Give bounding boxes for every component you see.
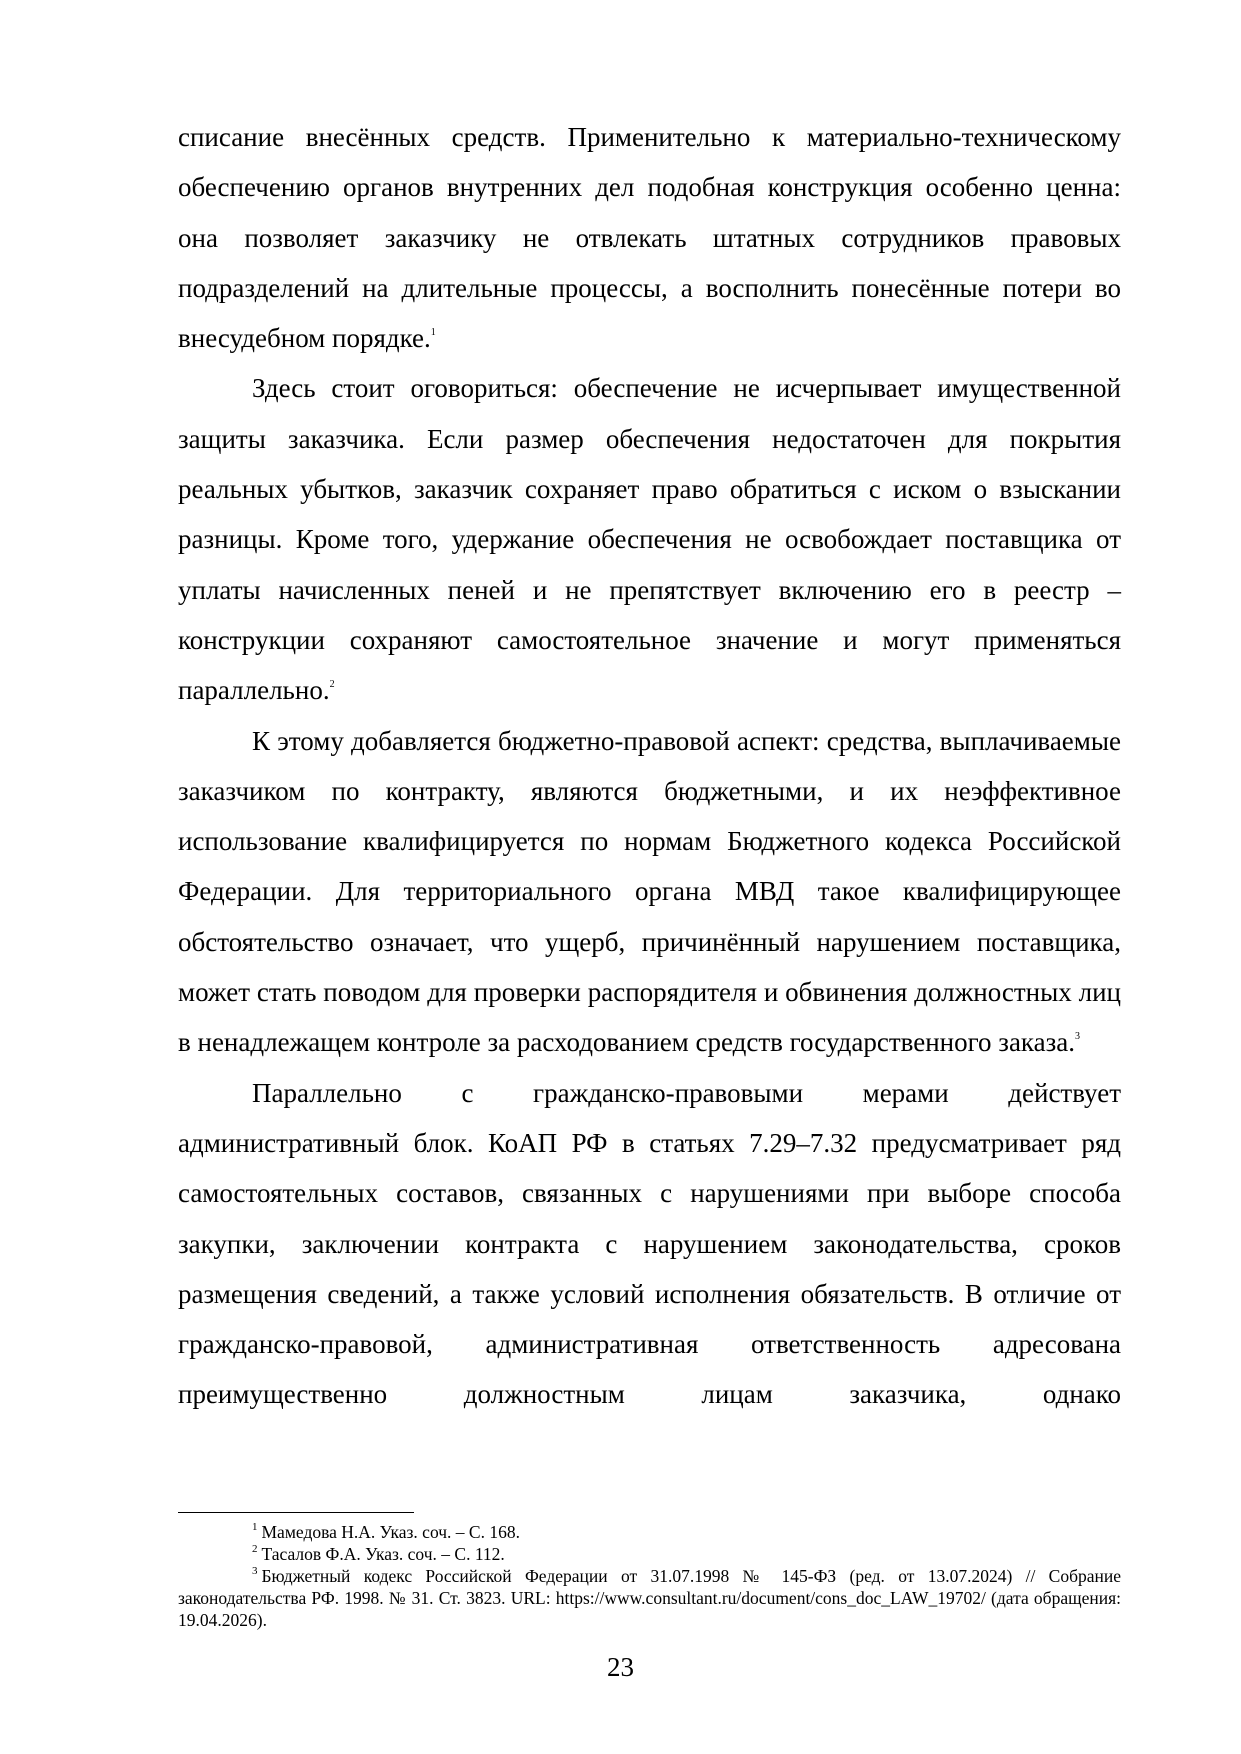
footnote-2-text: Тасалов Ф.А. Указ. соч. – С. 112. — [261, 1544, 505, 1564]
paragraph-2 — [178, 363, 1121, 715]
footnote-1-number: 1 — [252, 1521, 258, 1534]
body-text — [178, 112, 1121, 1420]
footnotes — [178, 1521, 1121, 1631]
footnote-ref-2[interactable]: 2 — [329, 679, 335, 691]
footnote-3-number: 3 — [252, 1565, 258, 1578]
footnote-separator — [178, 1512, 414, 1513]
paragraph-3 — [178, 716, 1121, 1068]
paragraph-2-text: Здесь стоит оговориться: обеспечение не исчерпывает имущественной защиты заказчика. Если размер обеспечения недостаточен для покрытия реальных убытков, заказчик сохраняет право обратиться с иском о взыскании разницы. Кроме того, удержание обеспечения не освобождает поставщика от уплаты начисленных пеней и не препятствует включению его в реестр – конструкции сохраняют самостоятельное значение и могут применяться параллельно. — [178, 373, 1121, 706]
paragraph-4 — [178, 1068, 1121, 1420]
footnote-3-text: Бюджетный кодекс Российской Федерации от 31.07.1998 № 145-ФЗ (ред. от 13.07.2024) // Собрание законодательства РФ. 1998. № 31. Ст. 3823. URL: https://www.consultant.ru/document/cons_doc_LAW_19702/ (дата обращения: 19.04.2026). — [178, 1566, 1121, 1630]
footnote-2 — [178, 1543, 1121, 1565]
footnote-2-number: 2 — [252, 1543, 258, 1556]
paragraph-1-text: списание внесённых средств. Применительно к материально-техническому обеспечению органов внутренних дел подобная конструкция особенно ценна: она позволяет заказчику не отвлекать штатных сотрудников правовых подразделений на длительные процессы, а восполнить понесённые потери во внесудебном порядке. — [178, 122, 1121, 354]
footnote-1-text: Мамедова Н.А. Указ. соч. – С. 168. — [261, 1522, 520, 1542]
footnote-1 — [178, 1521, 1121, 1543]
paragraph-3-text: К этому добавляется бюджетно-правовой аспект: средства, выплачиваемые заказчиком по контракту, являются бюджетными, и их неэффективное использование квалифицируется по нормам Бюджетного кодекса Российской Федерации. Для территориального органа МВД такое квалифицирующее обстоятельство означает, что ущерб, причинённый нарушением поставщика, может стать поводом для проверки распорядителя и обвинения должностных лиц в ненадлежащем контроле за расходованием средств государственного заказа. — [178, 725, 1121, 1058]
footnote-ref-3[interactable]: 3 — [1075, 1031, 1081, 1043]
paragraph-1 — [178, 112, 1121, 363]
page-number: 23 — [607, 1652, 634, 1682]
footnote-3 — [178, 1565, 1121, 1631]
paragraph-4-text: Параллельно с гражданско-правовыми мерами действует административный блок. КоАП РФ в статьях 7.29–7.32 предусматривает ряд самостоятельных составов, связанных с нарушениями при выборе способа закупки, заключении контракта с нарушением законодательства, сроков размещения сведений, а также условий исполнения обязательств. В отличие от гражданско-правовой, административная ответственность адресована преимущественно должностным лицам заказчика, однако — [178, 1077, 1121, 1410]
footnote-ref-1[interactable]: 1 — [430, 327, 436, 339]
